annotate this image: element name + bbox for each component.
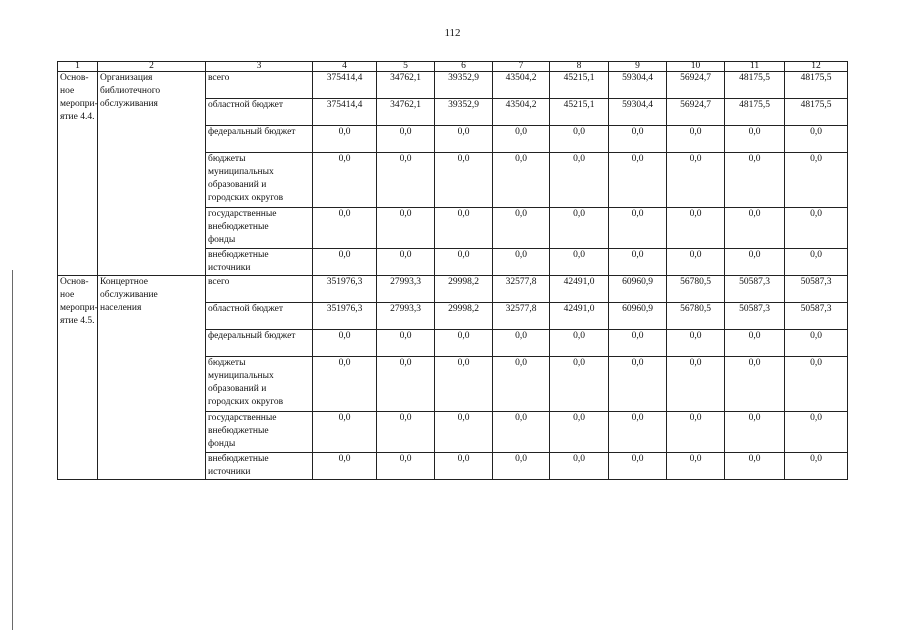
amount-cell: 32577,8 [493,303,550,330]
funding-source-cell: государственные внебюджетные фонды [206,208,313,249]
header-cell: 12 [785,62,848,72]
amount-cell: 0,0 [667,412,725,453]
amount-cell: 50587,3 [725,276,785,303]
amount-cell: 0,0 [725,357,785,412]
page-number: 112 [444,27,461,39]
amount-cell: 56924,7 [667,72,725,99]
amount-cell: 0,0 [377,249,435,276]
amount-cell: 0,0 [785,412,848,453]
amount-cell: 39352,9 [435,72,493,99]
amount-cell: 0,0 [785,153,848,208]
amount-cell: 56780,5 [667,276,725,303]
amount-cell: 0,0 [313,453,377,480]
scan-edge-line [12,270,13,630]
funding-source-cell: областной бюджет [206,303,313,330]
amount-cell: 0,0 [667,330,725,357]
header-cell: 6 [435,62,493,72]
amount-cell: 0,0 [493,208,550,249]
amount-cell: 42491,0 [550,303,609,330]
amount-cell: 375414,4 [313,72,377,99]
amount-cell: 0,0 [435,153,493,208]
amount-cell: 0,0 [725,249,785,276]
activity-title-cell: Организация библиотечного обслуживания [98,72,206,276]
amount-cell: 48175,5 [785,72,848,99]
amount-cell: 59304,4 [609,72,667,99]
amount-cell: 0,0 [785,357,848,412]
header-cell: 8 [550,62,609,72]
amount-cell: 0,0 [493,249,550,276]
amount-cell: 56780,5 [667,303,725,330]
amount-cell: 32577,8 [493,276,550,303]
funding-source-cell: всего [206,72,313,99]
amount-cell: 0,0 [377,208,435,249]
amount-cell: 0,0 [435,126,493,153]
amount-cell: 0,0 [313,126,377,153]
amount-cell: 43504,2 [493,99,550,126]
amount-cell: 0,0 [725,153,785,208]
amount-cell: 56924,7 [667,99,725,126]
header-cell: 7 [493,62,550,72]
amount-cell: 0,0 [550,153,609,208]
amount-cell: 0,0 [377,330,435,357]
amount-cell: 34762,1 [377,99,435,126]
header-cell: 10 [667,62,725,72]
amount-cell: 0,0 [609,412,667,453]
funding-source-cell: бюджеты муниципальных образований и городских округов [206,357,313,412]
amount-cell: 0,0 [550,249,609,276]
funding-source-cell: внебюджетные источники [206,453,313,480]
amount-cell: 0,0 [377,453,435,480]
amount-cell: 50587,3 [785,303,848,330]
activity-code-cell: Основ- ное меропри- ятие 4.4. [58,72,98,276]
amount-cell: 0,0 [550,208,609,249]
funding-source-cell: федеральный бюджет [206,330,313,357]
amount-cell: 0,0 [785,330,848,357]
header-cell: 11 [725,62,785,72]
amount-cell: 45215,1 [550,99,609,126]
amount-cell: 27993,3 [377,303,435,330]
amount-cell: 0,0 [493,453,550,480]
amount-cell: 0,0 [609,330,667,357]
amount-cell: 0,0 [313,357,377,412]
funding-source-cell: федеральный бюджет [206,126,313,153]
amount-cell: 48175,5 [725,72,785,99]
amount-cell: 0,0 [493,412,550,453]
amount-cell: 0,0 [493,126,550,153]
amount-cell: 43504,2 [493,72,550,99]
amount-cell: 0,0 [313,412,377,453]
amount-cell: 0,0 [550,330,609,357]
amount-cell: 0,0 [667,208,725,249]
budget-table [57,61,848,480]
amount-cell: 0,0 [435,453,493,480]
amount-cell: 0,0 [493,357,550,412]
amount-cell: 0,0 [435,208,493,249]
amount-cell: 48175,5 [725,99,785,126]
amount-cell: 59304,4 [609,99,667,126]
amount-cell: 0,0 [785,126,848,153]
amount-cell: 0,0 [550,357,609,412]
amount-cell: 0,0 [435,412,493,453]
header-row [58,62,848,72]
amount-cell: 0,0 [313,330,377,357]
header-cell: 5 [377,62,435,72]
amount-cell: 0,0 [725,126,785,153]
amount-cell: 0,0 [667,249,725,276]
amount-cell: 0,0 [493,330,550,357]
amount-cell: 0,0 [609,453,667,480]
amount-cell: 0,0 [313,208,377,249]
amount-cell: 0,0 [377,153,435,208]
amount-cell: 34762,1 [377,72,435,99]
activity-title-cell: Концертное обслуживание населения [98,276,206,480]
amount-cell: 0,0 [609,357,667,412]
amount-cell: 50587,3 [725,303,785,330]
amount-cell: 0,0 [377,357,435,412]
amount-cell: 60960,9 [609,276,667,303]
amount-cell: 0,0 [667,453,725,480]
amount-cell: 42491,0 [550,276,609,303]
activity-code-cell: Основ- ное меропри- ятие 4.5. [58,276,98,480]
funding-source-cell: внебюджетные источники [206,249,313,276]
amount-cell: 48175,5 [785,99,848,126]
amount-cell: 0,0 [493,153,550,208]
amount-cell: 351976,3 [313,276,377,303]
amount-cell: 39352,9 [435,99,493,126]
amount-cell: 0,0 [725,412,785,453]
header-cell: 4 [313,62,377,72]
funding-source-cell: областной бюджет [206,99,313,126]
amount-cell: 0,0 [550,453,609,480]
amount-cell: 0,0 [313,249,377,276]
table-row [58,72,848,99]
header-cell: 3 [206,62,313,72]
amount-cell: 0,0 [377,412,435,453]
header-cell: 2 [98,62,206,72]
amount-cell: 27993,3 [377,276,435,303]
amount-cell: 0,0 [785,453,848,480]
amount-cell: 50587,3 [785,276,848,303]
amount-cell: 351976,3 [313,303,377,330]
amount-cell: 29998,2 [435,276,493,303]
amount-cell: 0,0 [609,153,667,208]
amount-cell: 0,0 [313,153,377,208]
amount-cell: 0,0 [725,453,785,480]
amount-cell: 0,0 [785,208,848,249]
amount-cell: 0,0 [435,330,493,357]
amount-cell: 60960,9 [609,303,667,330]
amount-cell: 45215,1 [550,72,609,99]
amount-cell: 0,0 [667,153,725,208]
amount-cell: 0,0 [377,126,435,153]
amount-cell: 0,0 [785,249,848,276]
amount-cell: 0,0 [609,126,667,153]
amount-cell: 0,0 [550,126,609,153]
amount-cell: 0,0 [667,357,725,412]
table-row [58,276,848,303]
amount-cell: 0,0 [435,357,493,412]
amount-cell: 0,0 [435,249,493,276]
amount-cell: 375414,4 [313,99,377,126]
amount-cell: 0,0 [550,412,609,453]
header-cell: 9 [609,62,667,72]
amount-cell: 0,0 [725,208,785,249]
funding-source-cell: государственные внебюджетные фонды [206,412,313,453]
amount-cell: 0,0 [609,249,667,276]
amount-cell: 0,0 [667,126,725,153]
amount-cell: 29998,2 [435,303,493,330]
amount-cell: 0,0 [725,330,785,357]
header-cell: 1 [58,62,98,72]
table-body [58,72,848,480]
amount-cell: 0,0 [609,208,667,249]
funding-source-cell: бюджеты муниципальных образований и городских округов [206,153,313,208]
funding-source-cell: всего [206,276,313,303]
